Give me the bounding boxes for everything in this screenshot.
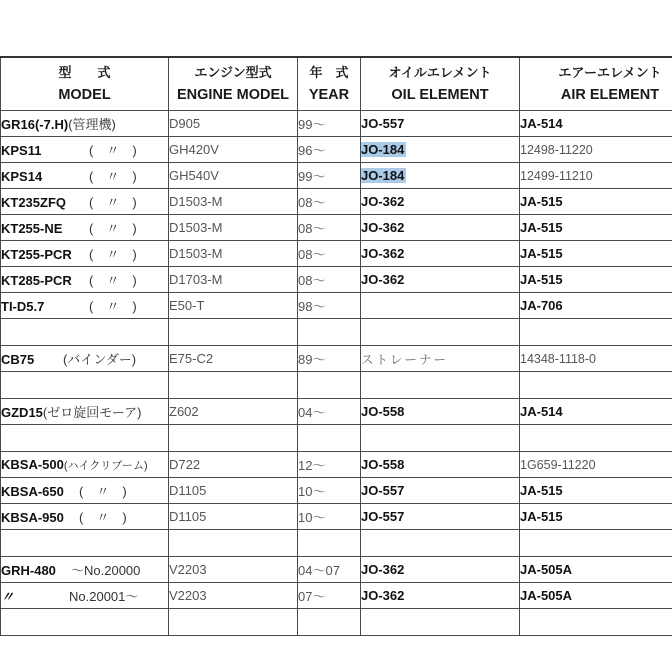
oil-cell: JO-557: [361, 111, 520, 137]
engine-cell: V2203: [169, 557, 298, 583]
air-cell: 1G659-11220: [520, 452, 672, 478]
engine-cell: D905: [169, 111, 298, 137]
year-cell: 07～: [298, 583, 361, 609]
engine-cell: D1105: [169, 504, 298, 530]
model-cell: KT255-NE ( 〃 ): [1, 215, 169, 241]
model-cell: KBSA-500(ハイクリブーム): [1, 452, 169, 478]
air-cell: 14348-1118-0: [520, 346, 672, 372]
oil-cell: JO-557: [361, 478, 520, 504]
table-row: [1, 163, 672, 189]
table-row: [1, 478, 672, 504]
air-cell: JA-505A: [520, 583, 672, 609]
year-cell: 04～: [298, 399, 361, 425]
table-row: [1, 189, 672, 215]
model-cell: TI-D5.7 ( 〃 ): [1, 293, 169, 319]
highlighted-oil-value: JO-184: [361, 142, 405, 157]
table-row: [1, 557, 672, 583]
table-row: [1, 583, 672, 609]
model-cell: KT235ZFQ ( 〃 ): [1, 189, 169, 215]
table-row: [1, 111, 672, 137]
air-cell: JA-505A: [520, 557, 672, 583]
engine-cell: D1703-M: [169, 267, 298, 293]
parts-table: [0, 56, 672, 636]
table-row: [1, 399, 672, 425]
year-cell: 04～07: [298, 557, 361, 583]
parts-table-sheet: [0, 56, 672, 636]
oil-cell: JO-558: [361, 399, 520, 425]
air-cell: JA-515: [520, 241, 672, 267]
air-cell: JA-515: [520, 504, 672, 530]
table-row: [1, 137, 672, 163]
engine-cell: D1503-M: [169, 241, 298, 267]
header-row: [1, 57, 672, 111]
blank-row: [1, 319, 672, 346]
oil-cell: ストレーナー: [361, 346, 520, 372]
model-cell: KBSA-950 ( 〃 ): [1, 504, 169, 530]
air-cell: JA-514: [520, 111, 672, 137]
engine-cell: D1105: [169, 478, 298, 504]
engine-cell: GH540V: [169, 163, 298, 189]
blank-row: [1, 425, 672, 452]
model-cell: KBSA-650 ( 〃 ): [1, 478, 169, 504]
model-cell: KPS11 ( 〃 ): [1, 137, 169, 163]
table-row: [1, 504, 672, 530]
header-year: 年 式 YEAR: [298, 57, 361, 111]
table-row: [1, 215, 672, 241]
year-cell: 10～: [298, 504, 361, 530]
oil-cell: JO-558: [361, 452, 520, 478]
header-model: 型 式 MODEL: [1, 57, 169, 111]
engine-cell: E50-T: [169, 293, 298, 319]
year-cell: 99～: [298, 163, 361, 189]
year-cell: 08～: [298, 241, 361, 267]
table-row: [1, 346, 672, 372]
header-air: エアーエレメント AIR ELEMENT: [520, 57, 672, 111]
oil-cell: JO-362: [361, 557, 520, 583]
oil-cell: JO-557: [361, 504, 520, 530]
oil-cell: JO-362: [361, 189, 520, 215]
table-row: [1, 293, 672, 319]
year-cell: 98～: [298, 293, 361, 319]
year-cell: 89～: [298, 346, 361, 372]
year-cell: 08～: [298, 267, 361, 293]
table-row: [1, 267, 672, 293]
model-cell: KT285-PCR ( 〃 ): [1, 267, 169, 293]
header-engine: エンジン型式 ENGINE MODEL: [169, 57, 298, 111]
air-cell: 12499-11210: [520, 163, 672, 189]
highlighted-oil-value: JO-184: [361, 168, 405, 183]
model-cell: GRH-480 ～No.20000: [1, 557, 169, 583]
year-cell: 08～: [298, 189, 361, 215]
oil-cell: [361, 137, 520, 163]
engine-cell: E75-C2: [169, 346, 298, 372]
header-oil: オイルエレメント OIL ELEMENT: [361, 57, 520, 111]
oil-cell: [361, 293, 520, 319]
blank-row: [1, 372, 672, 399]
year-cell: 99～: [298, 111, 361, 137]
air-cell: JA-706: [520, 293, 672, 319]
engine-cell: V2203: [169, 583, 298, 609]
model-cell: GR16(-7.H)(管理機): [1, 111, 169, 137]
year-cell: 08～: [298, 215, 361, 241]
oil-cell: JO-362: [361, 583, 520, 609]
air-cell: JA-515: [520, 189, 672, 215]
engine-cell: D1503-M: [169, 215, 298, 241]
model-cell: GZD15(ゼロ旋回モーア): [1, 399, 169, 425]
year-cell: 12～: [298, 452, 361, 478]
oil-cell: JO-362: [361, 267, 520, 293]
engine-cell: D1503-M: [169, 189, 298, 215]
air-cell: JA-515: [520, 267, 672, 293]
oil-cell: [361, 163, 520, 189]
oil-cell: JO-362: [361, 241, 520, 267]
air-cell: JA-514: [520, 399, 672, 425]
model-cell: CB75 (バインダー): [1, 346, 169, 372]
model-cell: KPS14 ( 〃 ): [1, 163, 169, 189]
table-row: [1, 452, 672, 478]
air-cell: JA-515: [520, 215, 672, 241]
blank-row: [1, 530, 672, 557]
year-cell: 96～: [298, 137, 361, 163]
oil-cell: JO-362: [361, 215, 520, 241]
blank-row: [1, 609, 672, 636]
year-cell: 10～: [298, 478, 361, 504]
engine-cell: D722: [169, 452, 298, 478]
model-cell: KT255-PCR ( 〃 ): [1, 241, 169, 267]
air-cell: 12498-11220: [520, 137, 672, 163]
air-cell: JA-515: [520, 478, 672, 504]
engine-cell: GH420V: [169, 137, 298, 163]
table-row: [1, 241, 672, 267]
engine-cell: Z602: [169, 399, 298, 425]
model-cell: 〃 No.20001～: [1, 583, 169, 609]
